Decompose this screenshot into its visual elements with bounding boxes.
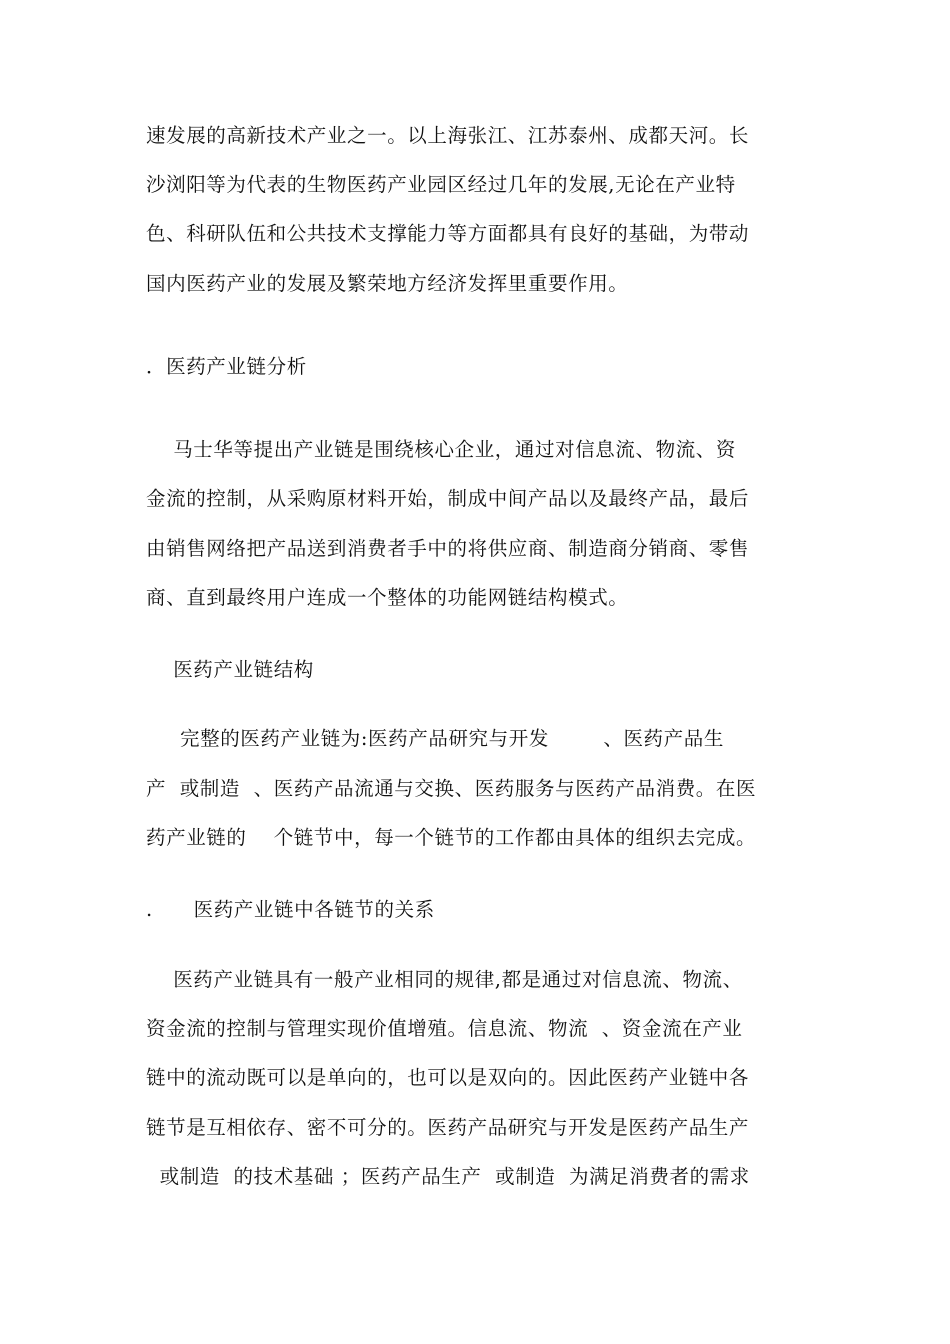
paragraph-definition-line-3: 由销售网络把产品送到消费者手中的将供应商、制造商分销商、零售 [146,537,750,560]
section-heading-chain-structure: 医药产业链结构 [146,658,314,681]
paragraph-intro-line-4: 国内医药产业的发展及繁荣地方经济发挥里重要作用。 [146,272,629,295]
paragraph-relation-line-2: 资金流的控制与管理实现价值增殖。信息流、物流 、资金流在产业 [146,1017,743,1040]
paragraph-intro-line-1: 速发展的高新技术产业之一。以上海张江、江苏泰州、成都天河。长 [146,124,750,147]
section-heading-chain-analysis: ．医药产业链分析 [146,355,307,378]
paragraph-relation-line-5: 或制造 的技术基础 ；医药产品生产 或制造 为满足消费者的需求 [146,1165,750,1188]
paragraph-structure-line-3: 药产业链的 个链节中，每一个链节的工作都由具体的组织去完成。 [146,826,757,849]
paragraph-intro-line-3: 色、科研队伍和公共技术支撑能力等方面都具有良好的基础，为带动 [146,222,750,245]
paragraph-relation-line-4: 链节是互相依存、密不可分的。医药产品研究与开发是医药产品生产 [146,1116,750,1139]
paragraph-definition-line-4: 商、直到最终用户连成一个整体的功能网链结构模式。 [146,586,629,609]
paragraph-definition-line-2: 金流的控制，从采购原材料开始，制成中间产品以及最终产品，最后 [146,487,750,510]
paragraph-relation-line-1: 医药产业链具有一般产业相同的规律,都是通过对信息流、物流、 [146,968,743,991]
paragraph-intro-line-2: 沙浏阳等为代表的生物医药产业园区经过几年的发展,无论在产业特 [146,173,736,196]
paragraph-relation-line-3: 链中的流动既可以是单向的，也可以是双向的。因此医药产业链中各 [146,1066,750,1089]
paragraph-structure-line-2: 产 或制造 、医药产品流通与交换、医药服务与医药产品消费。在医 [146,777,757,800]
section-heading-chain-relation: . 医药产业链中各链节的关系 [146,898,435,921]
paragraph-definition-line-1: 马士华等提出产业链是围绕核心企业，通过对信息流、物流、资 [146,438,736,461]
paragraph-structure-line-1: 完整的医药产业链为:医药产品研究与开发 、医药产品生 [146,727,724,750]
